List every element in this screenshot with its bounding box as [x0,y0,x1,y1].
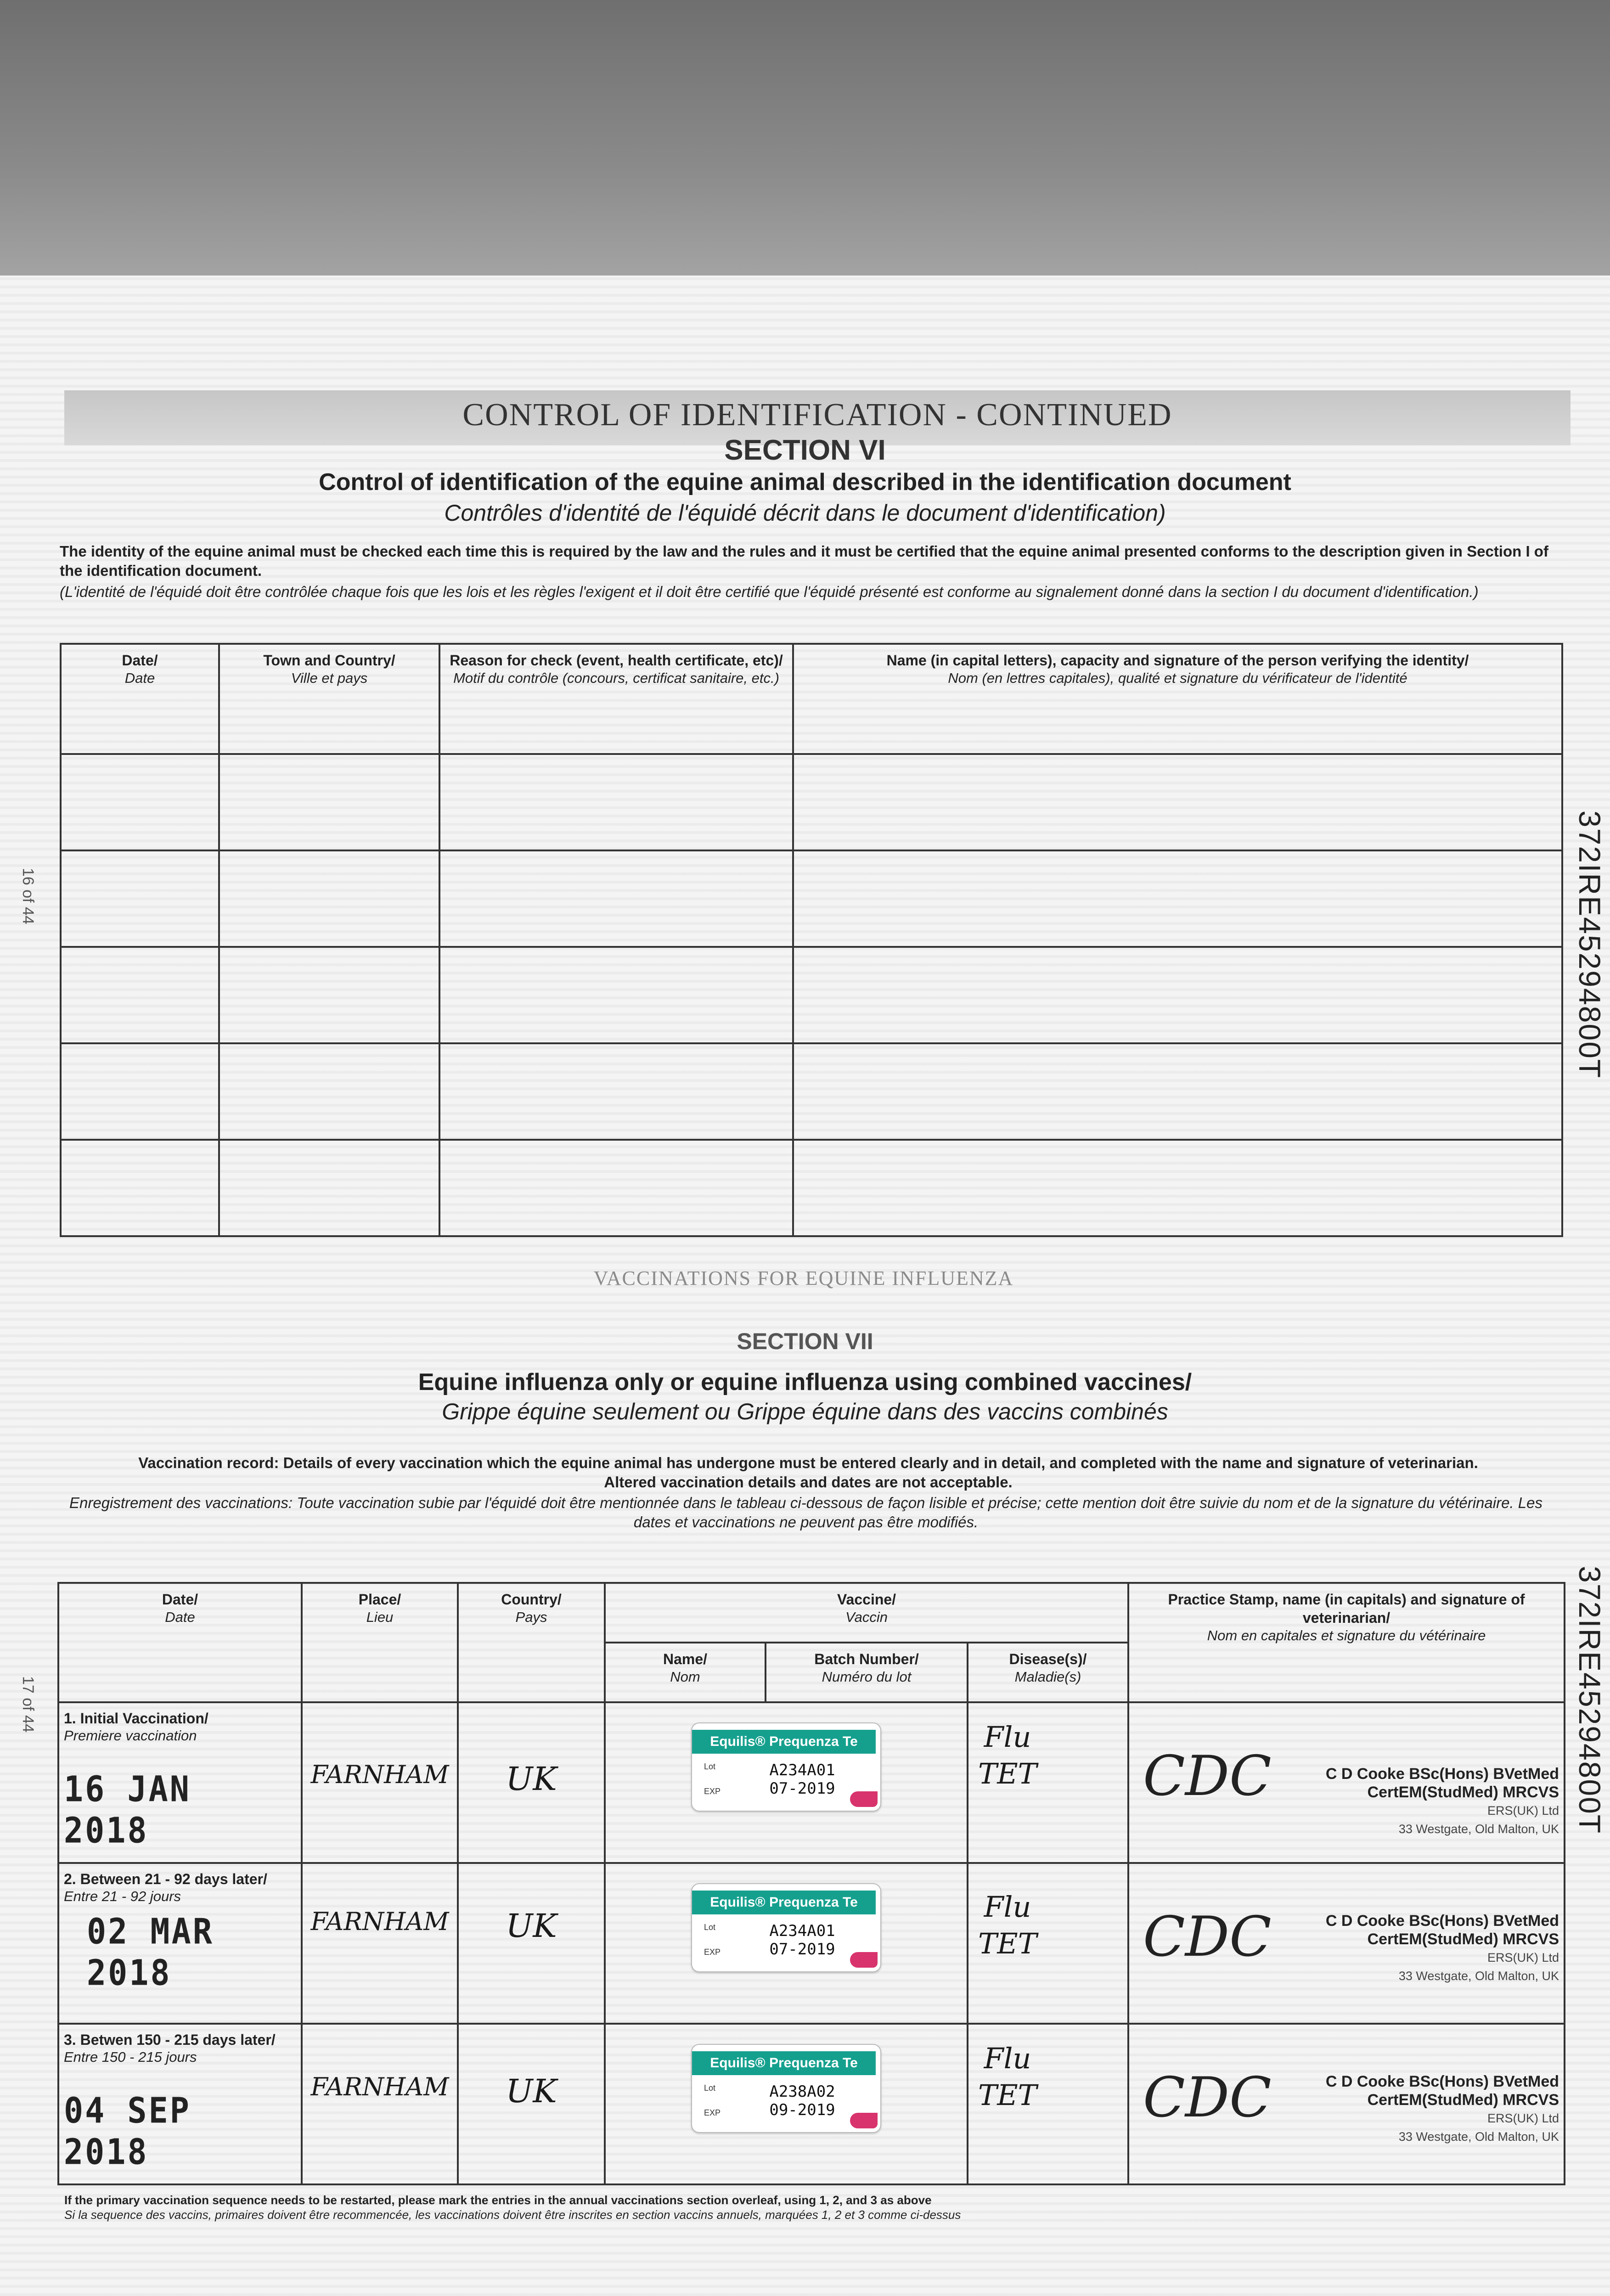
row-label-fr: Premiere vaccination [64,1728,197,1744]
cell-date[interactable] [61,1140,219,1236]
vaccination-table [57,1582,1565,2185]
vaccination-date: 02 MAR 2018 [87,1910,214,1994]
section-title-en: Equine influenza only or equine influenza using combined vaccines/ [418,1369,1192,1396]
stamp-vet-name: C D Cooke BSc(Hons) BVetMed [1325,2073,1559,2090]
cell-verifier[interactable] [793,1043,1562,1140]
cell-verifier[interactable] [793,1140,1562,1236]
sticker-lot-label: Lot [704,1923,716,1932]
handwritten-place: FARNHAM [310,1907,449,1936]
place-cell[interactable] [302,2024,458,2184]
handwritten-place: FARNHAM [310,1760,449,1789]
document-id: 372IRE452948​00T [1573,810,1607,1079]
vaccination-row [58,1863,1565,2024]
country-cell[interactable] [458,1702,605,1863]
stamp-practice: ERS(UK) Ltd [1487,2111,1559,2125]
row-label-cell [58,2024,302,2184]
col-reason: Reason for check (event, health certificate, etc)/ Motif du contrôle (concours, certificat sanitaire, etc.) [439,644,793,754]
vaccine-sticker [691,2044,881,2133]
col-practice-stamp: Practice Stamp, name (in capitals) and signature of veterinarian/ Nom en capitales et signature du vétérinaire [1128,1583,1565,1702]
table-row [61,1140,1562,1236]
col-country: Country/ Pays [458,1583,605,1702]
place-cell[interactable] [302,1863,458,2024]
sticker-exp-label: EXP [704,1947,721,1957]
vaccination-date: 16 JAN 2018 [64,1768,191,1851]
vaccine-sticker-cell [605,1702,968,1863]
vaccine-sticker [691,1722,881,1812]
cell-verifier[interactable] [793,850,1562,947]
table-header-row [61,644,1562,754]
cell-date[interactable] [61,1043,219,1140]
col-disease: Disease(s)/ Maladie(s) [968,1643,1128,1702]
table-row [61,1043,1562,1140]
table-row [61,947,1562,1043]
cell-reason[interactable] [439,850,793,947]
record-text-fr: Enregistrement des vaccinations: Toute vaccination subie par l'équidé doit être mentionnée dans le tableau ci-dessous de façon lisible et précise; cette mention doit être suivie du nom et de la signature du vétérinaire. Les dates et vaccinations ne peuvent pas être modifiés. [69,1494,1542,1531]
passport-page-16 [0,276,1610,1272]
place-cell[interactable] [302,1702,458,1863]
banner-text: CONTROL OF IDENTIFICATION - CONTINUED [462,397,1172,433]
record-text-en: Vaccination record: Details of every vaccination which the equine animal has undergone must be entered clearly and in detail, and completed with the name and signature of veterinarian. [138,1454,1478,1471]
document-id: 372IRE452948​00T [1573,1566,1607,1835]
intro-text-fr: (L'identité de l'équidé doit être contrôlée chaque fois que les lois et les règles l'exigent et il doit être certifié que l'équidé présenté est conforme au signalement donné dans la section I du document d'identification.) [60,583,1479,600]
handwritten-country: UK [506,1907,557,1945]
section-title-en: Control of identification of the equine animal described in the identification document [319,469,1291,495]
sticker-brand: Equilis® Prequenza Te [692,1891,876,1914]
row-label-en: 3. Betwen 150 - 215 days later/ [64,2032,276,2048]
sticker-brand: Equilis® Prequenza Te [692,2051,876,2075]
disease-cell[interactable] [968,1863,1128,2024]
handwritten-disease: Flu TET [978,1890,1037,1960]
vaccination-row [58,2024,1565,2184]
page-number: 16 of 44 [19,868,37,924]
vaccine-sticker-cell [605,1863,968,2024]
vaccine-sticker [691,1883,881,1972]
section-title-fr: Grippe équine seulement ou Grippe équine dans des vaccins combinés [442,1399,1168,1424]
row-label-en: 2. Between 21 - 92 days later/ [64,1871,267,1887]
col-town-country: Town and Country/ Ville et pays [219,644,439,754]
batch-number: A238A02 [769,2082,835,2101]
section-heading: SECTION VI [724,434,886,466]
scanner-background [0,0,1610,276]
vaccination-date: 04 SEP 2018 [64,2089,191,2173]
table-row [61,754,1562,850]
cell-reason[interactable] [439,1043,793,1140]
cell-verifier[interactable] [793,754,1562,850]
vet-signature: CDC [1143,2066,1272,2130]
batch-number: A234A01 [769,1922,835,1940]
stamp-vet-cert: CertEM(StudMed) MRCVS [1367,1930,1559,1948]
vet-signature: CDC [1143,1745,1272,1808]
identity-check-table [60,643,1563,1237]
footer-note-en: If the primary vaccination sequence needs to be restarted, please mark the entries in the annual vaccinations section overleaf, using 1, 2, and 3 as above [64,2193,932,2207]
vet-signature: CDC [1143,1905,1272,1969]
sticker-exp-label: EXP [704,2108,721,2117]
vaccination-row [58,1702,1565,1863]
stamp-address: 33 Westgate, Old Malton, UK [1398,1969,1559,1983]
col-batch-number: Batch Number/ Numéro du lot [766,1643,968,1702]
vaccine-sticker-cell [605,2024,968,2184]
stamp-cell [1128,1863,1565,2024]
sticker-exp-label: EXP [704,1787,721,1796]
cell-town[interactable] [219,1140,439,1236]
intro-text-en: The identity of the equine animal must be checked each time this is required by the law and the rules and it must be certified that the equine animal presented conforms to the description given in Section I of the identification document. [60,543,1548,579]
cell-reason[interactable] [439,1140,793,1236]
section-title-fr: Contrôles d'identité de l'équidé décrit dans le document d'identification) [444,500,1166,526]
cell-town[interactable] [219,850,439,947]
cell-date[interactable] [61,754,219,850]
stamp-address: 33 Westgate, Old Malton, UK [1398,2130,1559,2144]
handwritten-country: UK [506,2072,557,2110]
col-verifier: Name (in capital letters), capacity and signature of the person verifying the identity/ Nom (en lettres capitales), qualité et signature du vérificateur de l'identité [793,644,1562,754]
batch-number: A234A01 [769,1761,835,1779]
row-label-en: 1. Initial Vaccination/ [64,1710,208,1727]
footer-note-fr: Si la sequence des vaccins, primaires doivent être recommencée, les vaccinations doivent être inscrites en section vaccins annuels, marquées 1, 2 et 3 comme ci-dessus [64,2208,961,2222]
expiry-date: 09-2019 [769,2101,835,2119]
disease-cell[interactable] [968,2024,1128,2184]
stamp-cell [1128,2024,1565,2184]
stamp-practice: ERS(UK) Ltd [1487,1804,1559,1818]
sticker-lot-label: Lot [704,2083,716,2093]
stamp-address: 33 Westgate, Old Malton, UK [1398,1822,1559,1836]
record-text-en-2: Altered vaccination details and dates are not acceptable. [604,1474,1013,1491]
cell-town[interactable] [219,754,439,850]
section-banner: VACCINATIONS FOR EQUINE INFLUENZA [593,1267,1014,1289]
row-label-fr: Entre 150 - 215 jours [64,2049,197,2065]
section-heading: SECTION VII [737,1328,873,1354]
stamp-vet-name: C D Cooke BSc(Hons) BVetMed [1325,1912,1559,1930]
row-label-cell [58,1702,302,1863]
cell-reason[interactable] [439,947,793,1043]
col-vaccine: Vaccine/ Vaccin [605,1583,1128,1643]
cell-town[interactable] [219,947,439,1043]
country-cell[interactable] [458,2024,605,2184]
handwritten-disease: Flu TET [978,1720,1037,1790]
sticker-lot-label: Lot [704,1762,716,1771]
handwritten-disease: Flu TET [978,2042,1037,2112]
handwritten-country: UK [506,1760,557,1798]
cell-date[interactable] [61,947,219,1043]
expiry-date: 07-2019 [769,1779,835,1798]
page-number: 17 of 44 [19,1676,37,1733]
stamp-vet-name: C D Cooke BSc(Hons) BVetMed [1325,1765,1559,1783]
cell-date[interactable] [61,850,219,947]
col-vaccine-name: Name/ Nom [605,1643,766,1702]
passport-page-17 [0,1267,1610,2296]
stamp-cell [1128,1702,1565,1863]
stamp-vet-cert: CertEM(StudMed) MRCVS [1367,1784,1559,1801]
cell-reason[interactable] [439,754,793,850]
sticker-brand: Equilis® Prequenza Te [692,1730,876,1754]
sticker-mark [850,1952,878,1968]
expiry-date: 07-2019 [769,1940,835,1958]
col-place: Place/ Lieu [302,1583,458,1702]
table-header-row [58,1583,1565,1643]
col-date: Date/ Date [58,1583,302,1702]
row-label-cell [58,1863,302,2024]
table-row [61,850,1562,947]
sticker-mark [850,1791,878,1807]
sticker-mark [850,2113,878,2128]
disease-cell[interactable] [968,1702,1128,1863]
cell-town[interactable] [219,1043,439,1140]
col-date: Date/ Date [61,644,219,754]
country-cell[interactable] [458,1863,605,2024]
stamp-practice: ERS(UK) Ltd [1487,1951,1559,1964]
row-label-fr: Entre 21 - 92 jours [64,1888,181,1904]
cell-verifier[interactable] [793,947,1562,1043]
handwritten-place: FARNHAM [310,2072,449,2101]
stamp-vet-cert: CertEM(StudMed) MRCVS [1367,2091,1559,2109]
